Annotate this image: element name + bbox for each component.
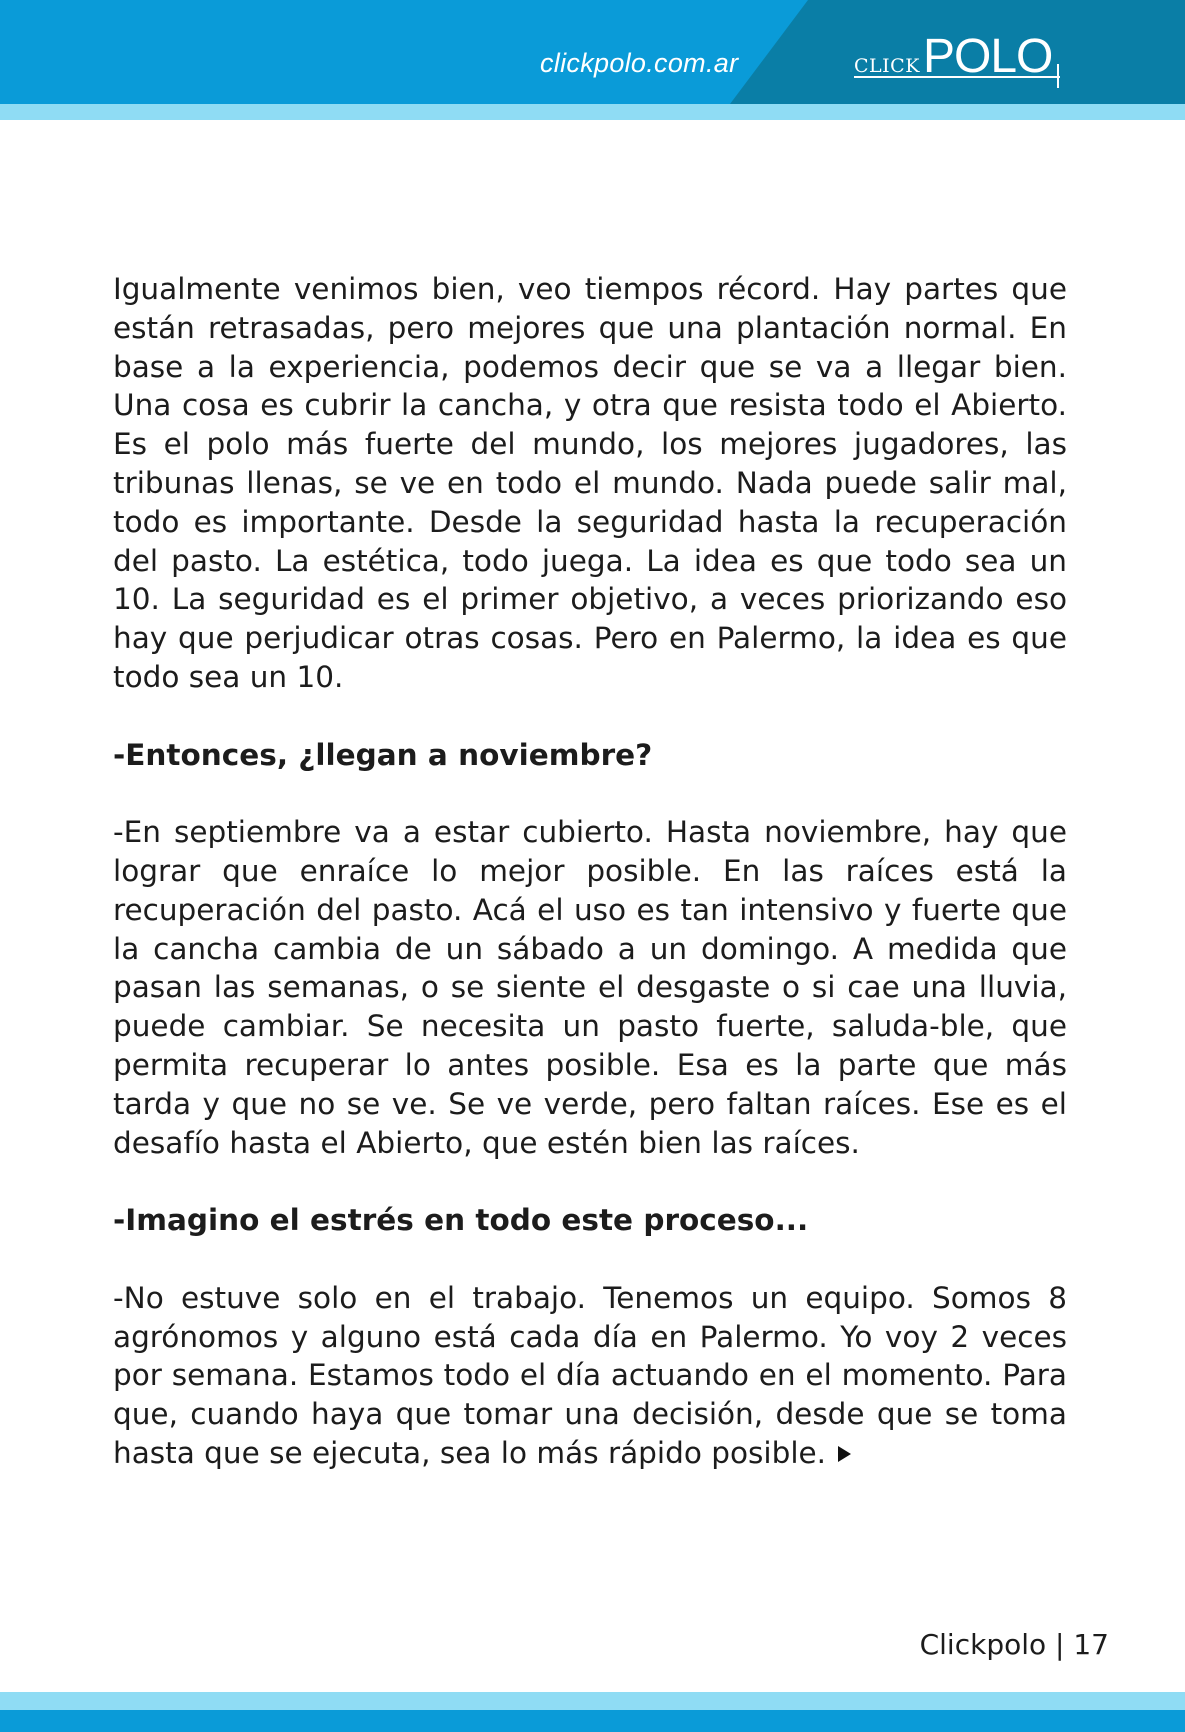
paragraph-3 xyxy=(113,1279,1067,1473)
site-url[interactable]: clickpolo.com.ar xyxy=(540,48,739,78)
logo-small-text: CLICK xyxy=(854,55,920,77)
article-body xyxy=(113,270,1067,1473)
continue-arrow-icon xyxy=(838,1446,851,1462)
paragraph-3-text: -No estuve solo en el trabajo. Tenemos un equipo. Somos 8 agrónomos y alguno está cada día en Palermo. Yo voy 2 veces por semana. Estamos todo el día actuando en el momento. Para que, cuando haya que tomar una decisión, desde que se toma hasta que se ejecuta, sea lo más rápido posible. xyxy=(113,1280,1067,1470)
question-2: -Imagino el estrés en todo este proceso... xyxy=(113,1203,809,1238)
clickpolo-logo xyxy=(850,24,1070,96)
paragraph-2: -En septiembre va a estar cubierto. Hasta noviembre, hay que lograr que enraíce lo mejor posible. En las raíces está la recuperación del pasto. Acá el uso es tan intensivo y fuerte que la cancha cambia de un sábado a un domingo. A medida que pasan las semanas, o se siente el desgaste o si cae una lluvia, puede cambiar. Se necesita un pasto fuerte, saluda-ble, que permita recuperar lo antes posible. Esa es la parte que más tarda y que no se ve. Se ve verde, pero faltan raíces. Ese es el desafío hasta el Abierto, que estén bien las raíces. xyxy=(113,815,1067,1160)
header-stripe xyxy=(0,104,1185,120)
footer-stripe-light xyxy=(0,1692,1185,1710)
question-1: -Entonces, ¿llegan a noviembre? xyxy=(113,737,653,772)
footer-stripe xyxy=(0,1710,1185,1732)
paragraph-1: Igualmente venimos bien, veo tiempos récord. Hay partes que están retrasadas, pero mejores que una plantación normal. En base a la experiencia, podemos decir que se va a llegar bien. Una cosa es cubrir la cancha, y otra que resista todo el Abierto. Es el polo más fuerte del mundo, los mejores jugadores, las tribunas llenas, se ve en todo el mundo. Nada puede salir mal, todo es importante. Desde la seguridad hasta la recuperación del pasto. La estética, todo juega. La idea es que todo sea un 10. La seguridad es el primer objetivo, a veces priorizando eso hay que perjudicar otras cosas. Pero en Palermo, la idea es que todo sea un 10. xyxy=(113,272,1067,694)
page-number-label: Clickpolo | 17 xyxy=(919,1628,1109,1661)
logo-large-text: POLO xyxy=(923,30,1053,83)
